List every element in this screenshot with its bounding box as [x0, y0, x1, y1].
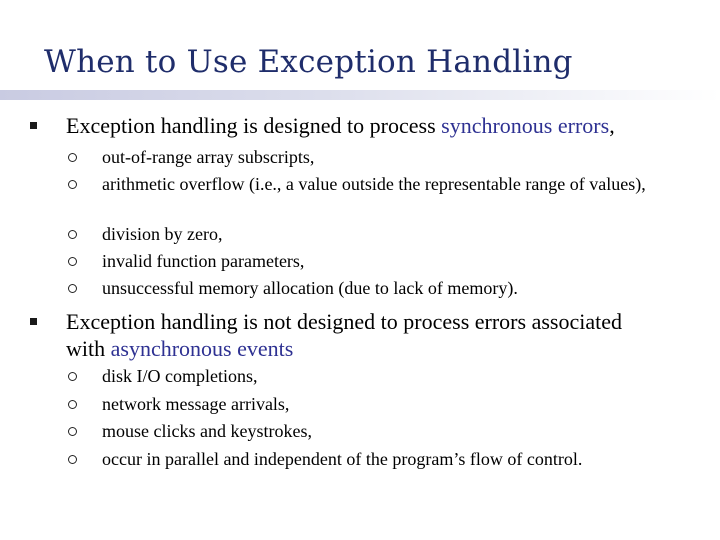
circle-bullet-icon	[68, 230, 77, 239]
title-underline-bar	[0, 90, 720, 100]
circle-bullet-icon	[68, 427, 77, 436]
sub-list-item-text: network message arrivals,	[102, 394, 290, 414]
bullet-text-suffix: ,	[609, 113, 615, 138]
bullet-text	[66, 112, 706, 139]
sub-list-item-text: invalid function parameters,	[102, 251, 305, 271]
circle-bullet-icon	[68, 372, 77, 381]
bullet-text-prefix: Exception handling is not designed to process errors associated with	[66, 309, 622, 361]
circle-bullet-icon	[68, 400, 77, 409]
slide-title: When to Use Exception Handling	[44, 44, 573, 80]
bullet-text	[66, 308, 626, 362]
sub-list-item-text: arithmetic overflow (i.e., a value outside the representable range of values),	[102, 174, 646, 194]
sub-list-item-text: out-of-range array subscripts,	[102, 147, 315, 167]
circle-bullet-icon	[68, 180, 77, 189]
circle-bullet-icon	[68, 257, 77, 266]
bullet-text-highlight: asynchronous events	[110, 336, 294, 361]
square-bullet-icon	[30, 122, 37, 129]
bullet-text-prefix: Exception handling is designed to process	[66, 113, 442, 138]
square-bullet-icon	[30, 318, 37, 325]
sub-list-item-text: division by zero,	[102, 224, 223, 244]
sub-list-item-text: mouse clicks and keystrokes,	[102, 421, 312, 441]
circle-bullet-icon	[68, 153, 77, 162]
sub-list-item-text: occur in parallel and independent of the program’s flow of control.	[102, 449, 583, 469]
circle-bullet-icon	[68, 284, 77, 293]
sub-list-item-text: disk I/O completions,	[102, 366, 258, 386]
bullet-text-highlight: synchronous errors	[441, 113, 610, 138]
sub-list-item-text: unsuccessful memory allocation (due to lack of memory).	[102, 278, 518, 298]
circle-bullet-icon	[68, 455, 77, 464]
